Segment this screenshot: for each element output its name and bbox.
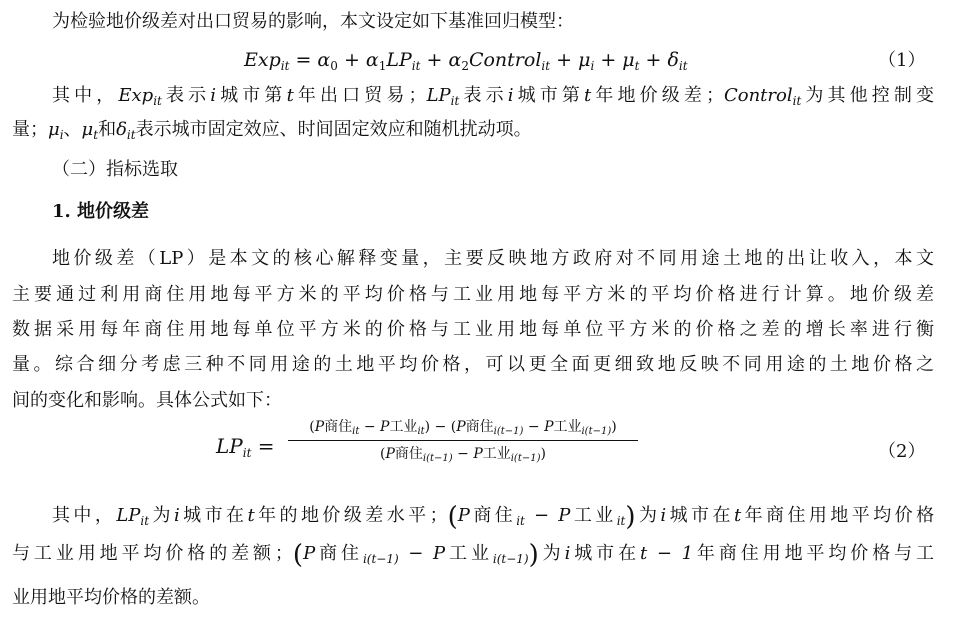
- equation-2-fraction: [288, 417, 638, 464]
- body-line: 地价级差（LP）是本文的核心解释变量，主要反映地方政府对不同用途土地的出让收入，本文: [52, 248, 934, 269]
- section-heading: （二）指标选取: [52, 159, 178, 180]
- equation-2-lhs: $LP_{it}$ =: [216, 434, 275, 460]
- body-line: 间的变化和影响。具体公式如下：: [12, 390, 282, 411]
- equation-1-number: （1）: [878, 50, 926, 71]
- definition-line-2: 量；$\mu_i$、$\mu_t$和$\delta_{it}$表示城市固定效应、时间固定效应和随机扰动项。: [12, 119, 532, 142]
- fraction-numerator: (P商住$_{it}$ − P工业$_{it}$) − (P商住$_{i(t-1)}$ − P工业$_{i(t-1)}$): [309, 419, 617, 437]
- explanation-line-3: 业用地平均价格的差额。: [12, 587, 210, 608]
- equation-2-number: （2）: [878, 441, 926, 462]
- fraction-bar: [288, 440, 638, 441]
- body-line: 数据采用每年商住用地每单位平方米的价格与工业用地每单位平方米的价格之差的增长率进行衡: [12, 319, 934, 340]
- intro-paragraph: 为检验地价级差对出口贸易的影响，本文设定如下基准回归模型：: [52, 11, 574, 32]
- body-line: 主要通过利用商住用地每平方米的平均价格与工业用地每平方米的平均价格进行计算。地价级差: [12, 284, 934, 305]
- fraction-denominator: (P商住$_{i(t-1)}$ − P工业$_{i(t-1)}$): [380, 446, 546, 464]
- definition-line-1: 其中，Exp$_{it}$表示i城市第t年出口贸易；$LP_{it}$表示i城市第t年地价级差；Control$_{it}$为其他控制变: [52, 85, 935, 108]
- equation-1: $Exp_{it} = \alpha_0 + \alpha_1LP_{it}$ + $\alpha_2Control_{it} + \mu_i + \mu_t + \delta_{it}$: [244, 49, 688, 73]
- subsection-heading: 1. 地价级差: [52, 201, 150, 222]
- body-line: 量。综合细分考虑三种不同用途的土地平均价格，可以更全面更细致地反映不同用途的土地价格之: [12, 354, 934, 375]
- explanation-line-2: 与工业用地平均价格的差额；(P商住$_{i(t-1)}$ − P工业$_{i(t-1)}$)为i城市在t − 1年商住用地平均价格与工: [12, 540, 935, 570]
- explanation-line-1: 其中，$LP_{it}$为i城市在t年的地价级差水平；(P商住$_{it}$ − P工业$_{it}$)为i城市在t年商住用地平均价格: [52, 502, 935, 532]
